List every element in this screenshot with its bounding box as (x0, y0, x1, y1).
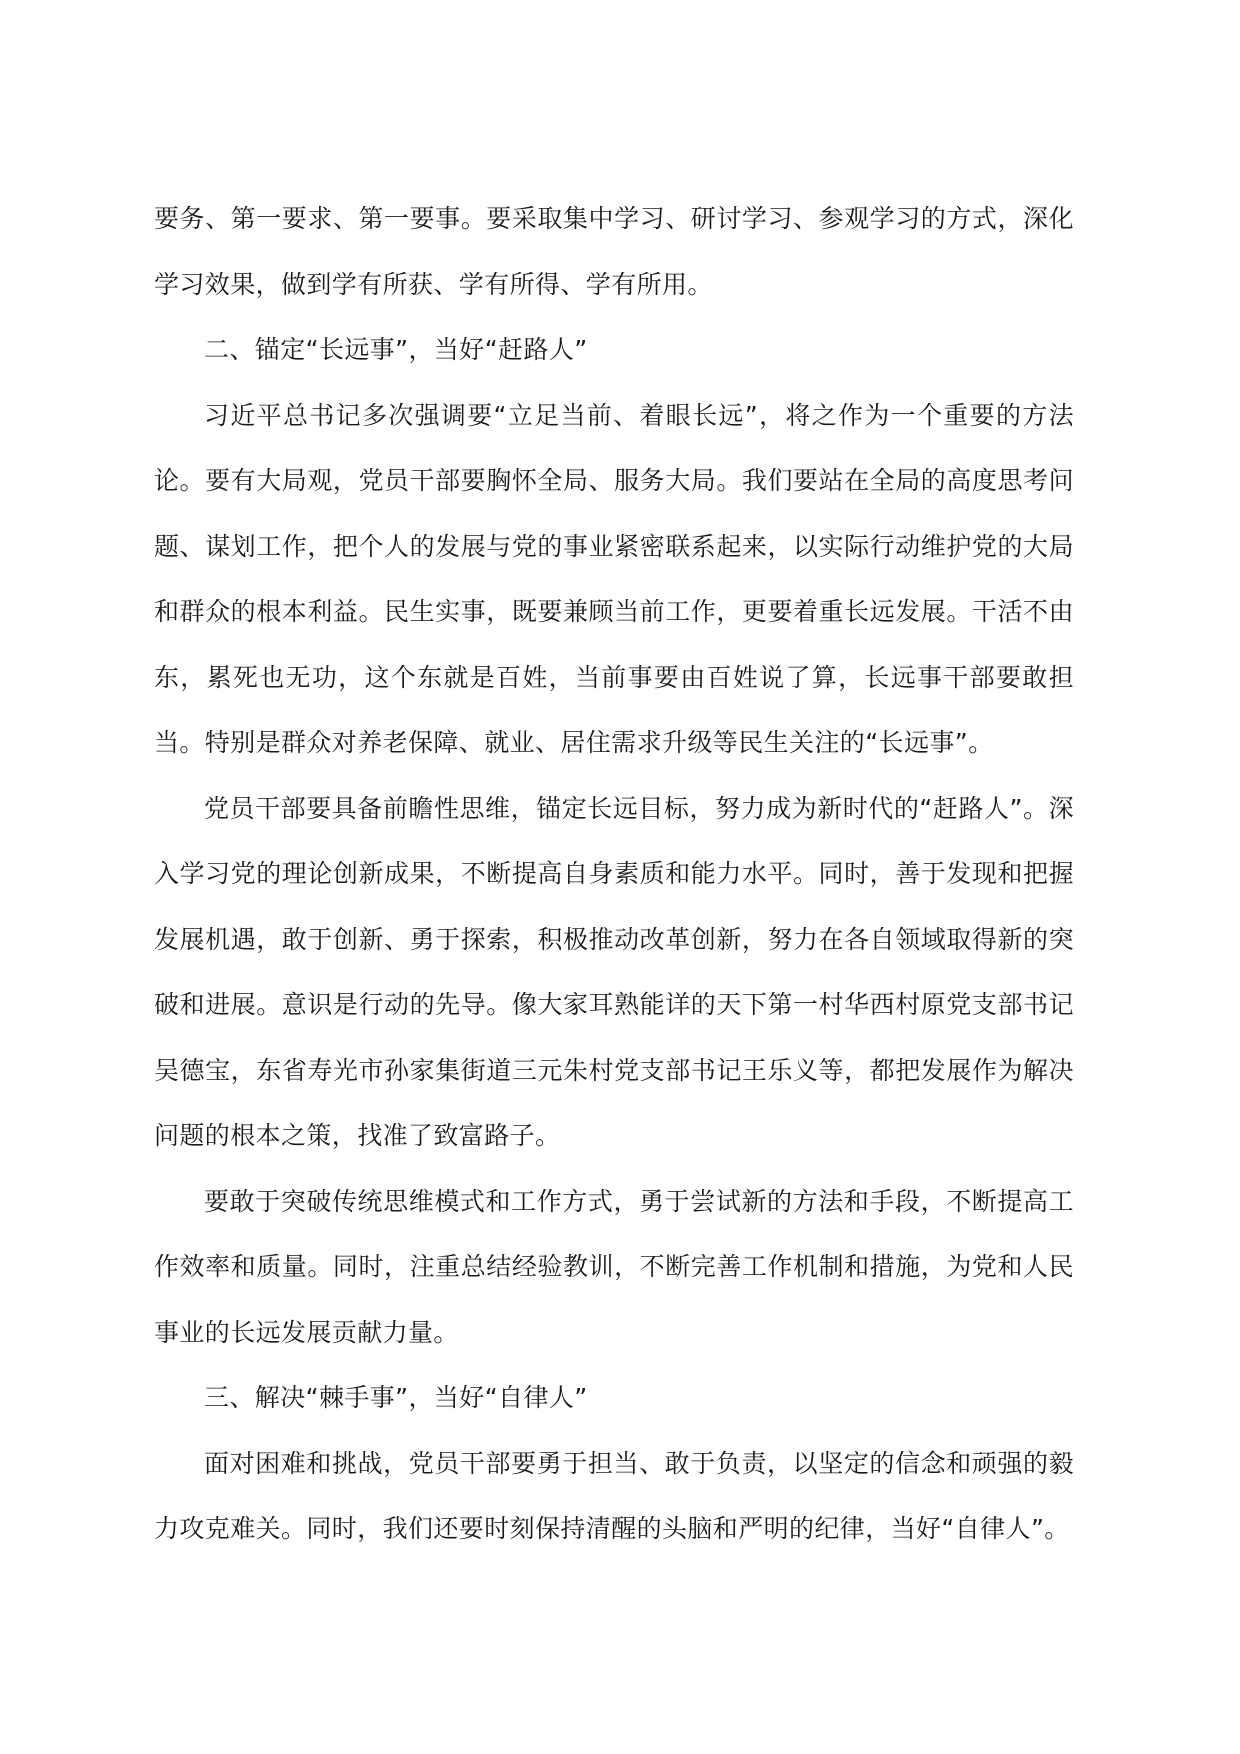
paragraph: 习近平总书记多次强调要“立足当前、着眼长远”，将之作为一个重要的方法论。要有大局观，党员干部要胸怀全局、服务大局。我们要站在全局的高度思考问题、谋划工作，把个人的发展与党的事业紧密联系起来，以实际行动维护党的大局和群众的根本利益。民生实事，既要兼顾当前工作，更要着重长远发展。干活不由东，累死也无功，这个东就是百姓，当前事要由百姓说了算，长远事干部要敢担当。特别是群众对养老保障、就业、居住需求升级等民生关注的“长远事”。 (154, 400, 1074, 757)
paragraph: 要敢于突破传统思维模式和工作方式，勇于尝试新的方法和手段，不断提高工作效率和质量。同时，注重总结经验教训，不断完善工作机制和措施，为党和人民事业的长远发展贡献力量。 (154, 1186, 1074, 1347)
paragraph: 党员干部要具备前瞻性思维，锚定长远目标，努力成为新时代的“赶路人”。深入学习党的理论创新成果，不断提高自身素质和能力水平。同时，善于发现和把握发展机遇，敢于创新、勇于探索，积极推动改革创新，努力在各自领域取得新的突破和进展。意识是行动的先导。像大家耳熟能详的天下第一村华西村原党支部书记吴德宝，东省寿光市孙家集街道三元朱村党支部书记王乐义等，都把发展作为解决问题的根本之策，找准了致富路子。 (154, 793, 1074, 1150)
section-heading-3: 三、解决“棘手事”，当好“自律人” (204, 1383, 588, 1412)
document-body (154, 186, 1074, 1562)
section-heading-2: 二、锚定“长远事”，当好“赶路人” (204, 335, 588, 364)
paragraph-continued: 要务、第一要求、第一要事。要采取集中学习、研讨学习、参观学习的方式，深化学习效果，做到学有所获、学有所得、学有所用。 (154, 204, 1074, 299)
paragraph: 面对困难和挑战，党员干部要勇于担当、敢于负责，以坚定的信念和顽强的毅力攻克难关。同时，我们还要时刻保持清醒的头脑和严明的纪律，当好“自律人”。 (154, 1448, 1074, 1543)
